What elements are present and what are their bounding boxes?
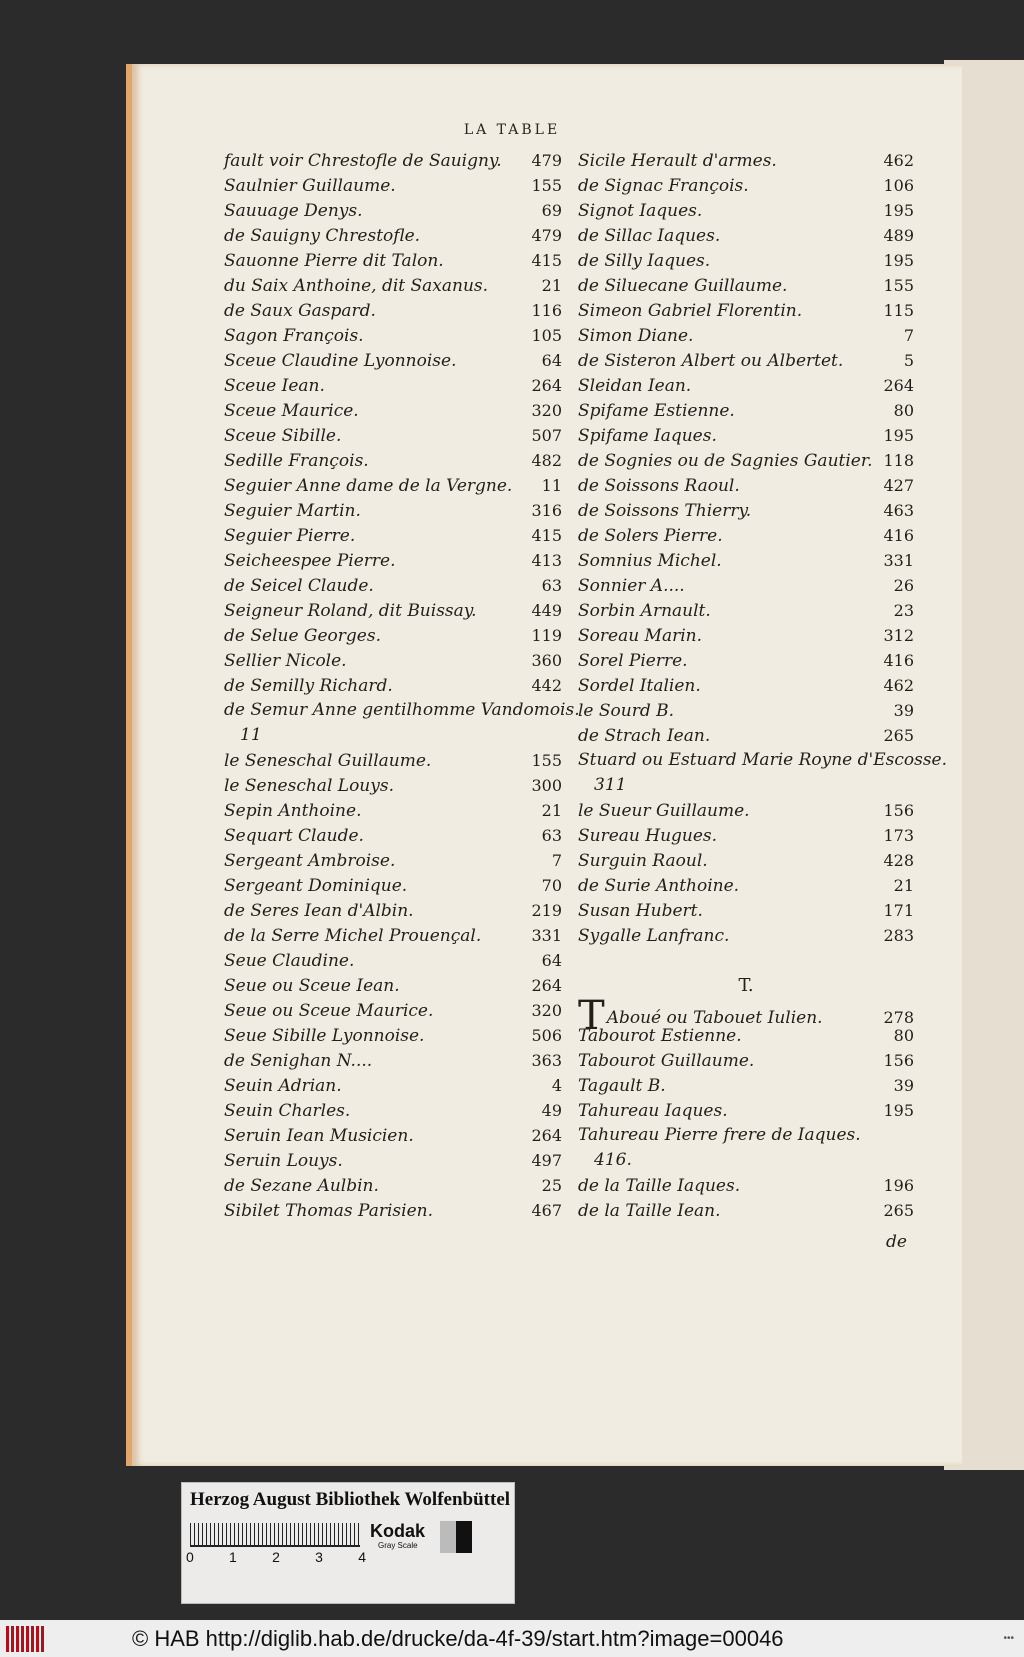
entry-page-number: 312 <box>883 626 914 645</box>
index-entry <box>224 773 562 798</box>
entry-page-number: 506 <box>531 1026 562 1045</box>
entry-page-number: 4 <box>551 1076 562 1095</box>
index-entry <box>224 148 562 173</box>
entry-name: Seuin Charles. <box>224 1101 351 1121</box>
entry-page-number: 195 <box>883 426 914 445</box>
ruler-number: 2 <box>272 1549 280 1565</box>
catchword: de <box>886 1232 907 1252</box>
entry-name: de Saux Gaspard. <box>224 301 376 321</box>
entry-name: de Semur Anne gentilhomme Vandomois. <box>224 700 580 720</box>
ruler-number: 4 <box>358 1549 366 1565</box>
entry-page-number: 64 <box>541 351 562 370</box>
index-entry <box>224 1098 562 1123</box>
entry-name: Sellier Nicole. <box>224 651 347 671</box>
entry-page-number: 26 <box>893 576 914 595</box>
entry-page-number: 155 <box>531 751 562 770</box>
entry-name: Simeon Gabriel Florentin. <box>578 301 803 321</box>
index-entry <box>578 498 914 523</box>
entry-name: le Seneschal Louys. <box>224 776 394 796</box>
index-entry <box>224 848 562 873</box>
index-entry <box>224 598 562 623</box>
entry-page-number: 482 <box>531 451 562 470</box>
index-entry <box>578 1173 914 1198</box>
gray-swatch <box>440 1521 472 1553</box>
entry-name: le Seneschal Guillaume. <box>224 751 432 771</box>
entry-page-number: 64 <box>541 951 562 970</box>
entry-page-number: 360 <box>531 651 562 670</box>
entry-name: de Sillac Iaques. <box>578 226 721 246</box>
entry-name: Seruin Louys. <box>224 1151 343 1171</box>
entry-page-number: 173 <box>883 826 914 845</box>
index-entry <box>578 1098 914 1123</box>
index-entry <box>224 323 562 348</box>
entry-page-number: 116 <box>531 301 562 320</box>
index-entry <box>224 798 562 823</box>
entry-name: fault voir Chrestofle de Sauigny. <box>224 151 502 171</box>
gray-scale-label: Gray Scale <box>378 1541 418 1550</box>
entry-page-number: 195 <box>883 1101 914 1120</box>
entry-page-number: 264 <box>531 376 562 395</box>
entry-name: Signot Iaques. <box>578 201 703 221</box>
entry-name: Aboué ou Tabouet Iulien. <box>606 1008 823 1028</box>
entry-name: de Selue Georges. <box>224 626 381 646</box>
index-entry <box>578 723 914 748</box>
entry-page-number: 69 <box>541 201 562 220</box>
entry-name: Seigneur Roland, dit Buissay. <box>224 601 477 621</box>
entry-name: Seguier Anne dame de la Vergne. <box>224 476 513 496</box>
entry-name: de la Taille Iean. <box>578 1201 721 1221</box>
entry-page-number: 196 <box>883 1176 914 1195</box>
entry-page-number: 467 <box>531 1201 562 1220</box>
entry-name: Tagault B. <box>578 1076 666 1096</box>
page-header: LA TABLE <box>463 122 561 138</box>
index-entry <box>578 623 914 648</box>
entry-name: Sicile Herault d'armes. <box>578 151 777 171</box>
entry-page-number: 507 <box>531 426 562 445</box>
entry-name: de Sauigny Chrestofle. <box>224 226 421 246</box>
entry-name: Seuin Adrian. <box>224 1076 342 1096</box>
index-entry <box>578 873 914 898</box>
entry-page-number: 105 <box>531 326 562 345</box>
index-entry <box>578 223 914 248</box>
index-entry <box>224 523 562 548</box>
entry-name: Seguier Martin. <box>224 501 361 521</box>
index-entry <box>224 998 562 1023</box>
entry-page-number: 331 <box>531 926 562 945</box>
index-entry <box>578 248 914 273</box>
index-entry <box>578 198 914 223</box>
entry-page-number: 49 <box>541 1101 562 1120</box>
entry-page-number: 21 <box>541 801 562 820</box>
index-entry <box>224 673 562 698</box>
entry-page-number: 462 <box>883 151 914 170</box>
index-entry <box>578 923 914 948</box>
index-entry <box>578 1048 914 1073</box>
entry-page-number: 442 <box>531 676 562 695</box>
index-entry <box>224 948 562 973</box>
entry-name: Sauuage Denys. <box>224 201 363 221</box>
index-entry <box>578 773 914 798</box>
entry-page-number: 63 <box>541 826 562 845</box>
entry-page-number: 106 <box>883 176 914 195</box>
index-entry <box>224 348 562 373</box>
entry-page-number: 428 <box>883 851 914 870</box>
entry-page-number: 300 <box>531 776 562 795</box>
entry-page-number: 80 <box>893 1026 914 1045</box>
index-entry <box>578 323 914 348</box>
index-entry <box>224 173 562 198</box>
entry-page-number: 118 <box>883 451 914 470</box>
ruler-number: 3 <box>315 1549 323 1565</box>
index-entry <box>224 398 562 423</box>
index-entry <box>578 1198 914 1223</box>
entry-name: de Soissons Thierry. <box>578 501 752 521</box>
entry-name: Seue Sibille Lyonnoise. <box>224 1026 425 1046</box>
index-entry <box>578 673 914 698</box>
index-entry <box>224 623 562 648</box>
entry-name: Tahureau Iaques. <box>578 1101 728 1121</box>
ruler-number: 1 <box>229 1549 237 1565</box>
entry-page-number: 463 <box>883 501 914 520</box>
entry-name: Sorbin Arnault. <box>578 601 711 621</box>
entry-page-number: 363 <box>531 1051 562 1070</box>
index-entry <box>224 973 562 998</box>
entry-page-number: 7 <box>551 851 562 870</box>
index-entry <box>224 823 562 848</box>
entry-name: Sceue Sibille. <box>224 426 342 446</box>
entry-page-number: 416 <box>883 526 914 545</box>
entry-page-number: 320 <box>531 1001 562 1020</box>
index-entry <box>578 273 914 298</box>
entry-name: Sagon François. <box>224 326 364 346</box>
entry-name: 311 <box>594 775 627 795</box>
entry-name: de Siluecane Guillaume. <box>578 276 788 296</box>
index-entry <box>224 373 562 398</box>
entry-page-number: 80 <box>893 401 914 420</box>
entry-name: le Sourd B. <box>578 701 675 721</box>
entry-name: Sibilet Thomas Parisien. <box>224 1201 433 1221</box>
index-entry <box>578 798 914 823</box>
entry-name: Sergeant Ambroise. <box>224 851 396 871</box>
index-entry <box>224 723 562 748</box>
entry-name: Seue Claudine. <box>224 951 355 971</box>
library-name: Herzog August Bibliothek Wolfenbüttel <box>190 1489 511 1510</box>
entry-name: Saulnier Guillaume. <box>224 176 396 196</box>
entry-name: Sequart Claude. <box>224 826 364 846</box>
entry-name: Surguin Raoul. <box>578 851 708 871</box>
index-entry <box>578 473 914 498</box>
entry-page-number: 11 <box>541 476 562 495</box>
entry-page-number: 25 <box>541 1176 562 1195</box>
index-entry <box>578 173 914 198</box>
entry-page-number: 462 <box>883 676 914 695</box>
entry-page-number: 331 <box>883 551 914 570</box>
index-entry <box>224 298 562 323</box>
ruler-scale <box>190 1523 360 1547</box>
entry-page-number: 155 <box>531 176 562 195</box>
entry-name: Spifame Estienne. <box>578 401 735 421</box>
entry-name: de Sognies ou de Sagnies Gautier. <box>578 451 873 471</box>
entry-name: de Semilly Richard. <box>224 676 393 696</box>
entry-page-number: 479 <box>531 226 562 245</box>
index-entry <box>224 1073 562 1098</box>
entry-page-number: 320 <box>531 401 562 420</box>
footer-url[interactable]: © HAB http://diglib.hab.de/drucke/da-4f-39/start.htm?image=00046 <box>132 1625 784 1651</box>
index-entry <box>578 448 914 473</box>
index-entry <box>578 548 914 573</box>
entry-name: Seicheespee Pierre. <box>224 551 396 571</box>
entry-name: le Sueur Guillaume. <box>578 801 750 821</box>
entry-page-number: 278 <box>883 1008 914 1027</box>
entry-name: de Senighan N.... <box>224 1051 373 1071</box>
index-entry <box>224 1173 562 1198</box>
index-entry <box>224 898 562 923</box>
entry-name: de Sisteron Albert ou Albertet. <box>578 351 844 371</box>
index-entry <box>224 573 562 598</box>
index-entry <box>224 698 580 723</box>
entry-name: de Silly Iaques. <box>578 251 711 271</box>
entry-name: Seruin Iean Musicien. <box>224 1126 414 1146</box>
index-entry <box>578 398 914 423</box>
entry-name: Sergeant Dominique. <box>224 876 408 896</box>
index-entry <box>224 1148 562 1173</box>
entry-name: de Seres Iean d'Albin. <box>224 901 414 921</box>
entry-name: de Solers Pierre. <box>578 526 723 546</box>
index-entry <box>578 523 914 548</box>
entry-page-number: 39 <box>893 701 914 720</box>
entry-name: Sauonne Pierre dit Talon. <box>224 251 444 271</box>
entry-page-number: 70 <box>541 876 562 895</box>
footer-mark: ••• <box>1003 1633 1014 1644</box>
index-entry <box>578 648 914 673</box>
kodak-brand: Kodak <box>370 1521 426 1541</box>
index-entry <box>224 648 562 673</box>
entry-name: 11 <box>240 725 262 745</box>
index-entry <box>578 1148 914 1173</box>
entry-name: Sedille François. <box>224 451 369 471</box>
index-entry <box>578 423 914 448</box>
entry-name: Simon Diane. <box>578 326 694 346</box>
entry-page-number: 155 <box>883 276 914 295</box>
entry-name: du Saix Anthoine, dit Saxanus. <box>224 276 489 296</box>
entry-page-number: 449 <box>531 601 562 620</box>
entry-page-number: 416 <box>883 651 914 670</box>
index-entry <box>224 548 562 573</box>
entry-page-number: 21 <box>893 876 914 895</box>
entry-name: Sepin Anthoine. <box>224 801 362 821</box>
ruler-numbers <box>186 1549 366 1565</box>
entry-name: Soreau Marin. <box>578 626 703 646</box>
entry-name: Sceue Claudine Lyonnoise. <box>224 351 457 371</box>
index-entry <box>224 1198 562 1223</box>
entry-page-number: 119 <box>531 626 562 645</box>
index-column-right <box>578 148 948 1223</box>
index-entry <box>224 198 562 223</box>
index-entry <box>578 573 914 598</box>
entry-page-number: 489 <box>883 226 914 245</box>
index-entry <box>224 248 562 273</box>
entry-page-number: 156 <box>883 1051 914 1070</box>
index-entry <box>224 748 562 773</box>
index-entry <box>578 148 914 173</box>
entry-name: Stuard ou Estuard Marie Royne d'Escosse. <box>578 750 948 770</box>
index-column-left <box>224 148 580 1223</box>
scan-color-tag <box>181 1482 515 1604</box>
entry-name: de Soissons Raoul. <box>578 476 740 496</box>
entry-page-number: 63 <box>541 576 562 595</box>
entry-page-number: 5 <box>903 351 914 370</box>
entry-page-number: 283 <box>883 926 914 945</box>
entry-page-number: 415 <box>531 251 562 270</box>
index-entry <box>578 1073 914 1098</box>
entry-page-number: 7 <box>903 326 914 345</box>
entry-page-number: 195 <box>883 201 914 220</box>
entry-page-number: 415 <box>531 526 562 545</box>
entry-name: Tahureau Pierre frere de Iaques. <box>578 1125 861 1145</box>
entry-name: Sorel Pierre. <box>578 651 688 671</box>
drop-cap-letter: T <box>578 993 605 1039</box>
entry-page-number: 21 <box>541 276 562 295</box>
entry-name: Sordel Italien. <box>578 676 701 696</box>
index-entry <box>224 1023 562 1048</box>
index-entry <box>224 498 562 523</box>
entry-page-number: 171 <box>883 901 914 920</box>
entry-page-number: 264 <box>531 976 562 995</box>
index-entry <box>224 873 562 898</box>
entry-name: Seue ou Sceue Iean. <box>224 976 400 996</box>
index-entry <box>578 898 914 923</box>
index-entry <box>578 848 914 873</box>
entry-name: Sceue Iean. <box>224 376 325 396</box>
entry-name: Sleidan Iean. <box>578 376 692 396</box>
entry-page-number: 264 <box>531 1126 562 1145</box>
entry-name: de Surie Anthoine. <box>578 876 740 896</box>
index-entry <box>578 698 914 723</box>
index-entry <box>578 598 914 623</box>
entry-page-number: 427 <box>883 476 914 495</box>
entry-page-number: 156 <box>883 801 914 820</box>
viewer-footer <box>0 1620 1024 1657</box>
index-entry <box>224 1123 562 1148</box>
entry-name: de Sezane Aulbin. <box>224 1176 379 1196</box>
entry-page-number: 413 <box>531 551 562 570</box>
entry-name: 416. <box>594 1150 632 1170</box>
entry-name: Tabourot Estienne. <box>578 1026 742 1046</box>
index-entry <box>578 748 948 773</box>
entry-name: Sureau Hugues. <box>578 826 718 846</box>
index-entry <box>578 348 914 373</box>
entry-name: Somnius Michel. <box>578 551 722 571</box>
index-entry <box>224 423 562 448</box>
index-entry <box>578 1123 914 1148</box>
entry-page-number: 316 <box>531 501 562 520</box>
entry-page-number: 264 <box>883 376 914 395</box>
index-entry <box>224 473 562 498</box>
entry-page-number: 115 <box>883 301 914 320</box>
entry-page-number: 479 <box>531 151 562 170</box>
entry-name: Sceue Maurice. <box>224 401 359 421</box>
entry-page-number: 39 <box>893 1076 914 1095</box>
hab-logo-icon <box>6 1626 46 1652</box>
index-entry <box>224 1048 562 1073</box>
entry-name: Tabourot Guillaume. <box>578 1051 755 1071</box>
entry-page-number: 265 <box>883 726 914 745</box>
entry-page-number: 195 <box>883 251 914 270</box>
index-entry <box>224 223 562 248</box>
entry-name: de Signac François. <box>578 176 749 196</box>
ruler-number: 0 <box>186 1549 194 1565</box>
entry-name: de la Serre Michel Prouençal. <box>224 926 482 946</box>
entry-name: Seue ou Sceue Maurice. <box>224 1001 434 1021</box>
index-entry <box>224 273 562 298</box>
entry-page-number: 219 <box>531 901 562 920</box>
index-entry <box>224 923 562 948</box>
entry-name: Spifame Iaques. <box>578 426 717 446</box>
section-heading: T. <box>738 975 754 996</box>
index-entry <box>224 448 562 473</box>
entry-page-number: 265 <box>883 1201 914 1220</box>
index-entry <box>578 298 914 323</box>
entry-name: Seguier Pierre. <box>224 526 356 546</box>
index-entry <box>578 373 914 398</box>
entry-name: de la Taille Iaques. <box>578 1176 741 1196</box>
entry-name: de Strach Iean. <box>578 726 711 746</box>
entry-page-number: 497 <box>531 1151 562 1170</box>
entry-name: Sygalle Lanfranc. <box>578 926 730 946</box>
entry-page-number: 23 <box>893 601 914 620</box>
entry-name: de Seicel Claude. <box>224 576 374 596</box>
entry-name: Sonnier A.... <box>578 576 685 596</box>
index-entry <box>578 823 914 848</box>
entry-name: Susan Hubert. <box>578 901 703 921</box>
